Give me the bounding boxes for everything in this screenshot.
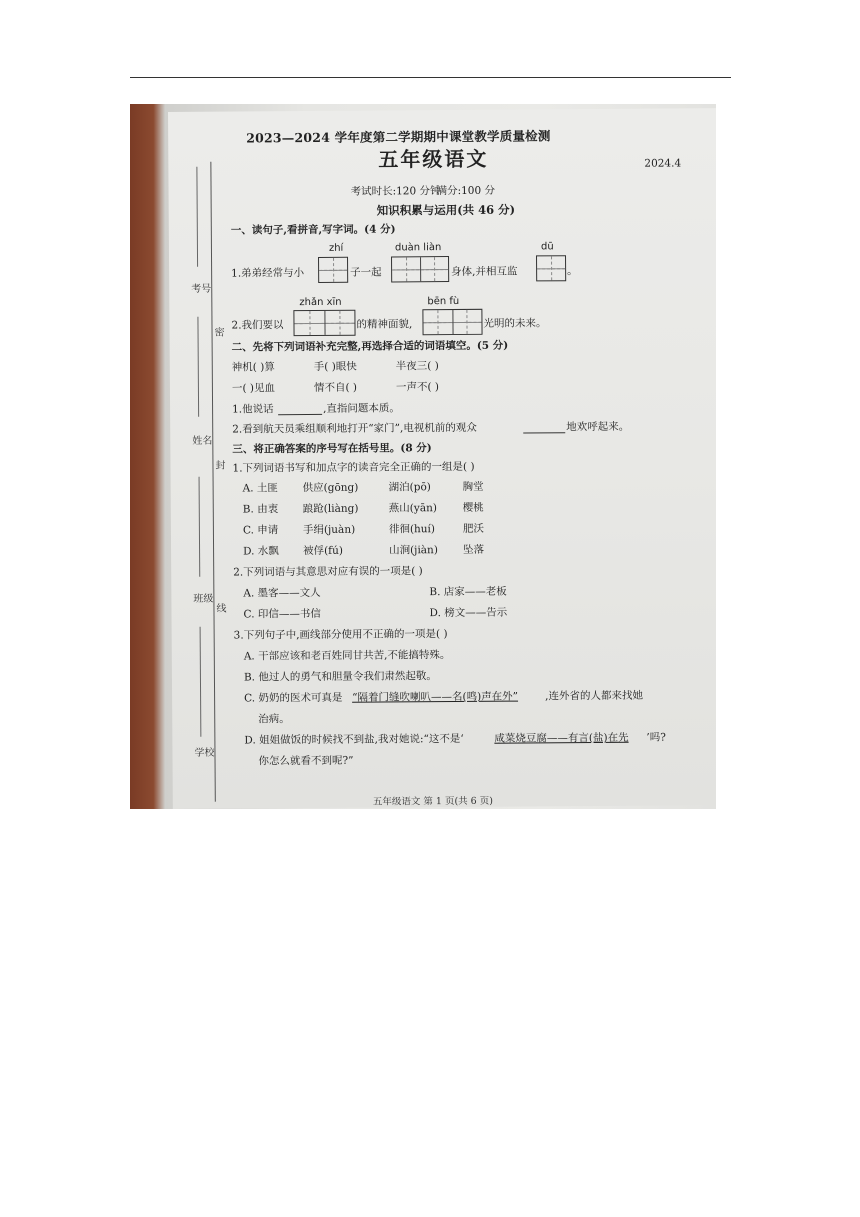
s1-line1-b: 子一起 bbox=[350, 266, 382, 279]
s3-q3-c-prefix: C. 奶奶的医术可真是 bbox=[244, 691, 343, 705]
option-cell: 手绢(juàn) bbox=[302, 523, 356, 537]
mi-mark: 密 bbox=[214, 327, 225, 339]
option-cell: 湖泊(pō) bbox=[388, 481, 431, 494]
s3-q2: 2.下列词语与其意思对应有误的一项是( ) bbox=[233, 565, 423, 579]
s1-line1-d: 。 bbox=[567, 265, 578, 278]
option-cell: 樱桃 bbox=[462, 501, 484, 514]
option-cell: 被俘(fú) bbox=[303, 544, 343, 558]
option-row-a: A. 土匪 bbox=[242, 482, 278, 495]
s2-q2-a: 2.看到航天员乘组顺利地打开“家门”,电视机前的观众 bbox=[232, 421, 477, 436]
xuexiao-label: 学校 bbox=[194, 747, 215, 759]
kaohao-blank bbox=[196, 167, 198, 267]
s3-q1: 1.下列词语书写和加点字的读音完全正确的一组是( ) bbox=[232, 460, 475, 475]
pinyin-zhi: zhí bbox=[328, 242, 344, 254]
option-cell: 坠落 bbox=[463, 543, 485, 556]
exam-photo bbox=[130, 104, 716, 809]
s2-q1-b: ,直指问题本质。 bbox=[323, 402, 400, 415]
s1-line2-c: 光明的未来。 bbox=[483, 317, 547, 330]
idiom-2: 手( )眼快 bbox=[313, 360, 357, 373]
s2-heading: 二、先将下列词语补充完整,再选择合适的词语填空。(5 分) bbox=[231, 339, 509, 354]
option-cell: 供应(gōng) bbox=[302, 481, 359, 495]
xingming-blank bbox=[197, 317, 199, 417]
option-cell: 徘徊(huí) bbox=[388, 523, 436, 536]
s3-q3: 3.下列句子中,画线部分使用不正确的一项是( ) bbox=[233, 628, 448, 642]
option-cell: 肥沃 bbox=[462, 522, 484, 535]
s3-heading: 三、将正确答案的序号写在括号里。(8 分) bbox=[232, 442, 432, 456]
banji-label: 班级 bbox=[193, 593, 214, 605]
option-row-b: B. 由衷 bbox=[242, 503, 279, 516]
s3-q2-c: C. 印信——书信 bbox=[243, 607, 321, 621]
s2-q1-a: 1.他说话 bbox=[232, 403, 274, 416]
page-footer: 五年级语文 第 1 页(共 6 页) bbox=[372, 795, 493, 808]
s1-line1-a: 1.弟弟经常与小 bbox=[231, 267, 305, 280]
s3-q3-d-cont: 你怎么就看不到呢?” bbox=[258, 754, 354, 768]
s2-q1-blank[interactable] bbox=[278, 414, 322, 415]
write-box-zhanxin[interactable] bbox=[293, 310, 355, 336]
option-row-c: C. 申请 bbox=[242, 524, 279, 537]
pinyin-zhanxin: zhǎn xīn bbox=[299, 296, 342, 309]
s1-heading: 一、读句子,看拼音,写字词。(4 分) bbox=[230, 223, 396, 237]
pinyin-benfu: bēn fù bbox=[427, 295, 460, 308]
s1-line2-b: 的精神面貌, bbox=[356, 318, 413, 331]
s1-line2-a: 2.我们要以 bbox=[231, 319, 284, 332]
s3-q3-d-suffix: ’吗? bbox=[646, 731, 666, 744]
s1-line1-c: 身体,并相互监 bbox=[451, 265, 518, 279]
xian-mark: 线 bbox=[216, 603, 227, 615]
part1-heading: 知识积累与运用(共 46 分) bbox=[376, 202, 516, 218]
banji-blank bbox=[199, 477, 201, 577]
feng-mark: 封 bbox=[215, 460, 226, 472]
kaohao-label: 考号 bbox=[191, 283, 212, 295]
s3-q3-a: A. 干部应该和老百姓同甘共苦,不能搞特殊。 bbox=[243, 649, 451, 663]
s3-q2-d: D. 榜文——告示 bbox=[429, 606, 508, 620]
exam-sheet bbox=[168, 108, 716, 809]
idiom-4: 一( )见血 bbox=[231, 382, 276, 395]
s3-q2-b: B. 店家——老板 bbox=[429, 585, 507, 599]
top-rule bbox=[130, 77, 731, 78]
s3-q3-d-underlined: 咸菜烧豆腐——有言(盐)在先 bbox=[494, 731, 629, 745]
exam-score: 满分:100 分 bbox=[436, 184, 496, 198]
option-cell: 山涧(jiàn) bbox=[389, 544, 438, 557]
exam-title: 2023—2024 学年度第二学期期中课堂教学质量检测 bbox=[246, 128, 551, 146]
idiom-3: 半夜三( ) bbox=[395, 360, 439, 373]
s3-q3-c-suffix: ,连外省的人都来找她 bbox=[545, 689, 643, 703]
idiom-6: 一声不( ) bbox=[395, 381, 440, 394]
xingming-label: 姓名 bbox=[192, 435, 213, 447]
s3-q3-d-prefix: D. 姐姐做饭的时候找不到盐,我对她说:“这不是‘ bbox=[244, 732, 464, 747]
write-box-benfu[interactable] bbox=[422, 309, 482, 335]
exam-date: 2024.4 bbox=[644, 157, 682, 170]
s3-q3-b: B. 他过人的勇气和胆量令我们肃然起敬。 bbox=[243, 670, 437, 684]
s3-q3-c-underlined: “隔着门缝吹喇叭——名(鸣)声在外” bbox=[352, 690, 519, 704]
s3-q2-a: A. 墨客——文人 bbox=[243, 586, 321, 600]
option-cell: 踉跄(liàng) bbox=[302, 502, 359, 516]
write-box-duanlian[interactable] bbox=[391, 256, 449, 282]
xuexiao-blank bbox=[200, 627, 202, 737]
pinyin-duanlian: duàn liàn bbox=[394, 242, 442, 254]
write-box-zhi[interactable] bbox=[318, 257, 348, 283]
binding-line bbox=[210, 162, 215, 802]
idiom-1: 神机( )算 bbox=[231, 361, 275, 374]
s2-q2-b: 地欢呼起来。 bbox=[566, 420, 630, 434]
idiom-5: 情不自( ) bbox=[313, 381, 358, 394]
exam-subject: 五年级语文 bbox=[378, 146, 489, 172]
option-cell: 胸堂 bbox=[462, 480, 484, 493]
exam-duration: 考试时长:120 分钟 bbox=[350, 185, 441, 198]
s2-q2-blank[interactable] bbox=[523, 432, 565, 433]
option-cell: 燕山(yān) bbox=[388, 502, 437, 515]
write-box-du[interactable] bbox=[536, 255, 566, 281]
option-row-d: D. 水飘 bbox=[243, 545, 279, 558]
s3-q3-c-cont: 治病。 bbox=[258, 713, 290, 726]
pinyin-du: dū bbox=[540, 241, 554, 253]
